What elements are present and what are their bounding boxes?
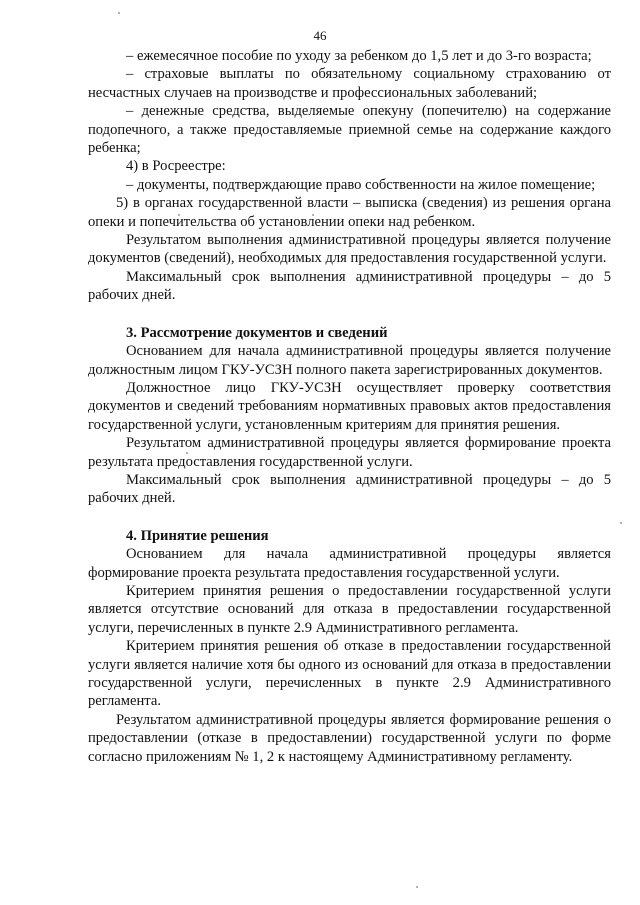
paragraph: Максимальный срок выполнения административной процедуры – до 5 рабочих дней. — [88, 268, 611, 304]
list-item: – документы, подтверждающие право собственности на жилое помещение; — [126, 176, 596, 193]
list-item: – денежные средства, выделяемые опекуну (попечителю) на содержание подопечного, а также предоставляемые приемной семье на содержание каждого ребенка; — [88, 103, 611, 157]
list-item: 5) в органах государственной власти – выписка (сведения) из решения органа опеки и попечительства об установлении опеки над ребенком. — [88, 195, 611, 230]
spacer — [88, 305, 611, 324]
scan-speck — [118, 12, 120, 14]
list-item: 4) в Росреестре: — [126, 158, 226, 175]
spacer — [88, 508, 611, 527]
scan-speck — [416, 886, 418, 888]
list-item: – страховые выплаты по обязательному социальному страхованию от несчастных случаев на производстве и профессиональных заболеваний; — [88, 66, 611, 101]
list-item: – ежемесячное пособие по уходу за ребенком до 1,5 лет и до 3-го возраста; — [126, 48, 592, 64]
paragraph: Максимальный срок выполнения административной процедуры – до 5 рабочих дней. — [88, 471, 611, 507]
paragraph: Результатом административной процедуры является формирование решения о предоставлении (отказе в предоставлении) государственной услуги по форме согласно приложениям № 1, 2 к настоящему Административному регламенту. — [88, 711, 611, 765]
paragraph: Результатом административной процедуры является формирование проекта результата предоставления государственной услуги. — [88, 435, 611, 470]
section-heading: 3. Рассмотрение документов и сведений — [126, 324, 388, 341]
paragraph: Критерием принятия решения об отказе в предоставлении государственной услуги является наличие хотя бы одного из оснований для отказа в предоставлении государственной услуги, перечисленных в пункте 2.9 Административного регламента. — [88, 638, 611, 710]
paragraph: Результатом выполнения административной процедуры является получение документов (сведений), необходимых для предоставления государственной услуги. — [88, 232, 611, 267]
section-heading: 4. Принятие решения — [126, 527, 269, 544]
page-number: 46 — [313, 28, 327, 43]
scan-speck — [620, 522, 622, 524]
paragraph: Основанием для начала административной процедуры является формирование проекта результата предоставления государственной услуги. — [88, 546, 611, 581]
paragraph: Основанием для начала административной процедуры является получение должностным лицом ГКУ-УСЗН полного пакета зарегистрированных документов. — [88, 343, 611, 378]
paragraph: Критерием принятия решения о предоставлении государственной услуги является отсутствие оснований для отказа в предоставлении государственной услуги, перечисленных в пункте 2.9 Административного регламента. — [88, 582, 611, 636]
paragraph: Должностное лицо ГКУ-УСЗН осуществляет проверку соответствия документов и сведений требованиям нормативных правовых актов предоставления государственной услуги, установленным критериям для принятия решения. — [88, 379, 611, 433]
document-body — [88, 47, 611, 766]
